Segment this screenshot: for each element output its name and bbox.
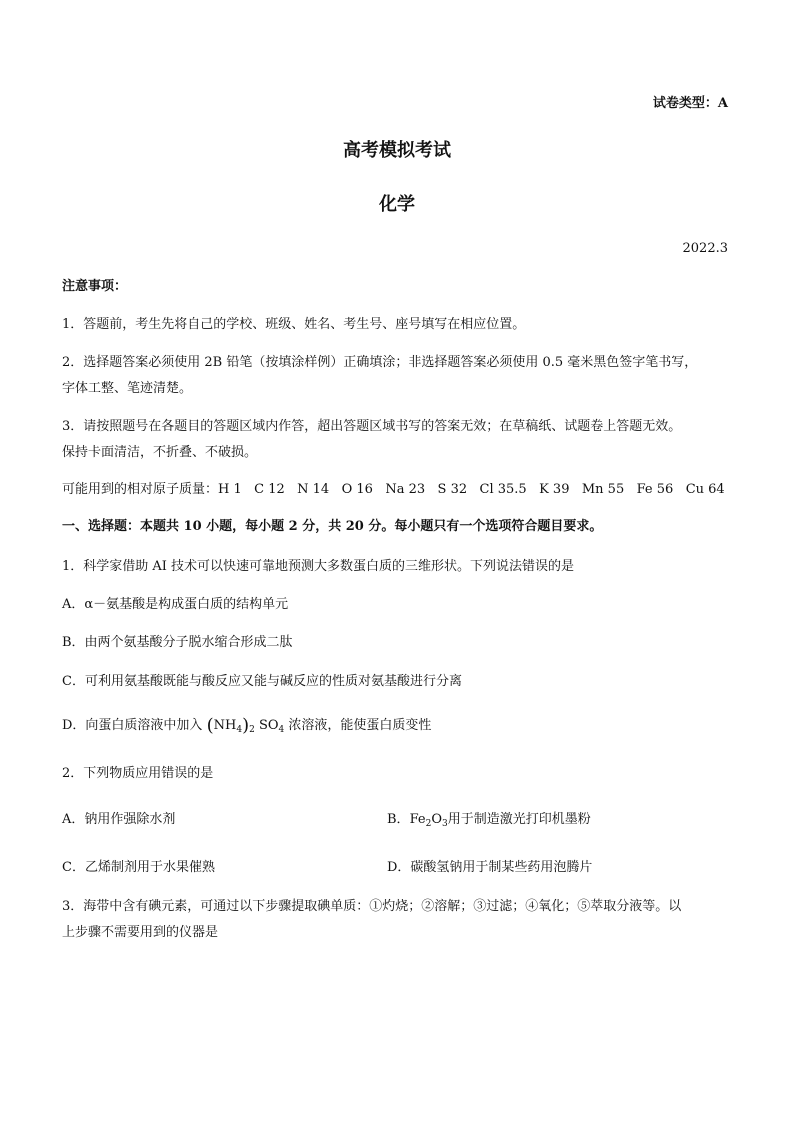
notice-item-3-line-1: 3．请按照题号在各题目的答题区域内作答，超出答题区域书写的答案无效；在草稿纸、试题卷上答题无效。 xyxy=(62,419,682,434)
question-1-option-d xyxy=(62,715,432,736)
option-d-suffix: 浓溶液，能使蛋白质变性 xyxy=(288,718,432,733)
fe-formula: Fe xyxy=(409,812,426,827)
paper-type-label: 试卷类型：A xyxy=(652,96,728,111)
exam-date: 2022.3 xyxy=(682,241,728,256)
section-1-heading: 一、选择题：本题共 10 小题，每小题 2 分，共 20 分。每小题只有一个选项符合题目要求。 xyxy=(62,519,603,534)
question-1-option-b: B．由两个氨基酸分子脱水缩合形成二肽 xyxy=(62,635,293,650)
notice-item-2-line-1: 2．选择题答案必须使用 2B 铅笔（按填涂样例）正确填涂；非选择题答案必须使用 0.5 毫米黑色签字笔书写， xyxy=(62,355,698,370)
question-1-option-c: C．可利用氨基酸既能与酸反应又能与碱反应的性质对氨基酸进行分离 xyxy=(62,674,462,689)
notice-item-1: 1．答题前，考生先将自己的学校、班级、姓名、考生号、座号填写在相应位置。 xyxy=(62,317,526,332)
o-formula: O xyxy=(431,812,442,827)
question-2-option-d: D．碳酸氢钠用于制某些药用泡腾片 xyxy=(387,860,593,875)
notice-heading: 注意事项： xyxy=(62,279,128,294)
question-2-option-a: A．钠用作强除水剂 xyxy=(62,812,176,827)
option-b-prefix: B． xyxy=(387,812,410,827)
question-3-stem-line-2: 上步骤不需要用到的仪器是 xyxy=(62,925,219,940)
exam-title: 高考模拟考试 xyxy=(343,140,451,161)
subscript-4b: 4 xyxy=(278,725,285,735)
notice-item-3-line-2: 保持卡面清洁，不折叠、不破损。 xyxy=(62,445,258,460)
so-formula: SO xyxy=(258,718,279,733)
question-3-stem-line-1: 3．海带中含有碘元素，可通过以下步骤提取碘单质：①灼烧；②溶解；③过滤；④氧化；⑤萃取分液等。以 xyxy=(62,899,682,914)
subject-title: 化学 xyxy=(379,194,415,215)
option-b-suffix: 用于制造激光打印机墨粉 xyxy=(447,812,591,827)
atomic-masses: 可能用到的相对原子质量：H 1 C 12 N 14 O 16 Na 23 S 32 Cl 35.5 K 39 Mn 55 Fe 56 Cu 64 xyxy=(62,482,725,497)
subscript-3: 3 xyxy=(441,819,448,829)
option-d-prefix: D．向蛋白质溶液中加入 xyxy=(62,718,203,733)
question-1-option-a: A．α－氨基酸是构成蛋白质的结构单元 xyxy=(62,597,289,612)
close-paren: ) xyxy=(242,715,250,736)
nh-formula: NH xyxy=(213,718,237,733)
open-paren: ( xyxy=(206,715,214,736)
notice-item-2-line-2: 字体工整、笔迹清楚。 xyxy=(62,381,193,396)
question-2-option-b xyxy=(387,812,591,829)
question-2-option-c: C．乙烯制剂用于水果催熟 xyxy=(62,860,215,875)
subscript-4: 4 xyxy=(236,725,243,735)
subscript-2: 2 xyxy=(249,725,255,735)
subscript-2: 2 xyxy=(425,819,432,829)
question-1-stem: 1．科学家借助 AI 技术可以快速可靠地预测大多数蛋白质的三维形状。下列说法错误的是 xyxy=(62,559,575,574)
question-2-stem: 2．下列物质应用错误的是 xyxy=(62,766,214,781)
